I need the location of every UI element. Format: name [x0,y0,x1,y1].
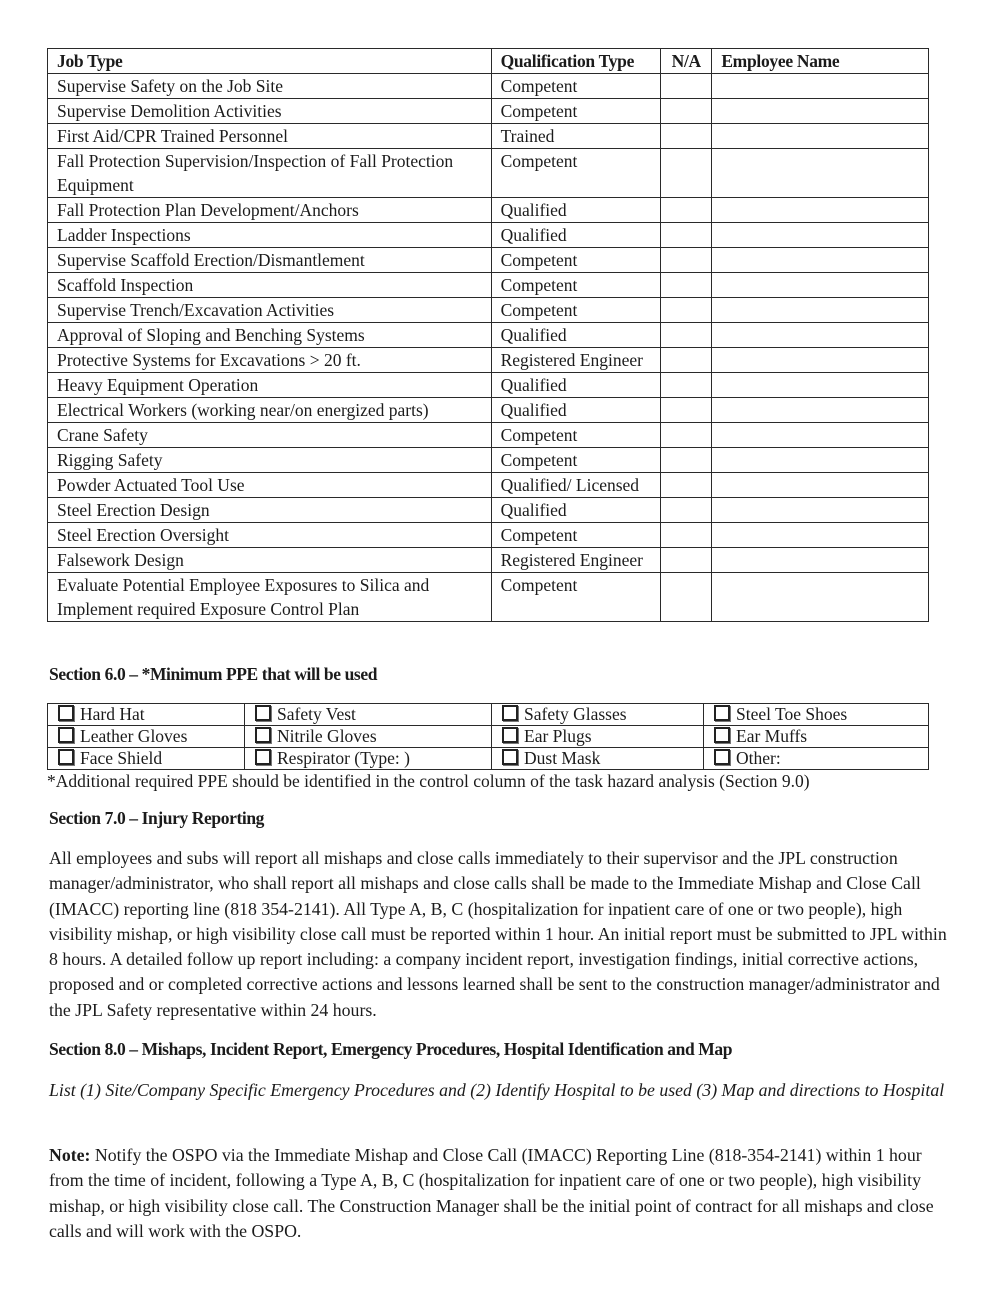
job-type-cell: Evaluate Potential Employee Exposures to Silica and Implement required Exposure Control Plan [48,573,492,622]
employee-name-cell[interactable] [712,423,929,448]
ppe-label: Respirator (Type: ) [277,748,410,768]
ppe-row [48,748,929,770]
ppe-label: Hard Hat [80,704,145,724]
qualification-type-cell: Competent [491,99,661,124]
checkbox-icon[interactable] [714,727,730,743]
job-type-cell: Supervise Demolition Activities [48,99,492,124]
table-row [48,573,929,622]
table-row [48,423,929,448]
ppe-option[interactable] [704,748,929,770]
checkbox-icon[interactable] [502,727,518,743]
ppe-label: Ear Muffs [736,726,808,746]
job-type-cell: Supervise Safety on the Job Site [48,74,492,99]
job-type-cell: Rigging Safety [48,448,492,473]
job-type-cell: Steel Erection Oversight [48,523,492,548]
qualification-type-cell: Competent [491,523,661,548]
ppe-checklist-table [47,703,929,770]
checkbox-icon[interactable] [58,705,74,721]
ppe-label: Steel Toe Shoes [736,704,848,724]
table-row [48,448,929,473]
na-cell[interactable] [661,248,712,273]
employee-name-cell[interactable] [712,248,929,273]
qualification-type-cell: Competent [491,298,661,323]
employee-name-cell[interactable] [712,273,929,298]
na-cell[interactable] [661,323,712,348]
na-cell[interactable] [661,373,712,398]
ppe-footnote: *Additional required PPE should be identified in the control column of the task hazard analysis (Section 9.0) [47,771,810,791]
ppe-option[interactable] [492,748,704,770]
table-row [48,548,929,573]
ppe-label: Dust Mask [524,748,601,768]
section-7-heading: Section 7.0 – Injury Reporting [49,808,265,828]
table-row [48,398,929,423]
table-row [48,273,929,298]
checkbox-icon[interactable] [714,749,730,765]
na-cell[interactable] [661,523,712,548]
job-type-cell: Steel Erection Design [48,498,492,523]
section-8-heading: Section 8.0 – Mishaps, Incident Report, Emergency Procedures, Hospital Identification and Map [49,1039,733,1059]
na-cell[interactable] [661,149,712,198]
employee-name-cell[interactable] [712,498,929,523]
checkbox-icon[interactable] [58,727,74,743]
job-type-cell: Fall Protection Plan Development/Anchors [48,198,492,223]
ppe-label: Safety Vest [277,704,356,724]
qualification-type-cell: Competent [491,248,661,273]
job-type-cell: Ladder Inspections [48,223,492,248]
table-row [48,498,929,523]
ppe-row [48,726,929,748]
checkbox-icon[interactable] [255,727,271,743]
qualification-table-header-row [48,49,929,74]
employee-name-cell[interactable] [712,198,929,223]
employee-name-cell[interactable] [712,523,929,548]
table-row [48,149,929,198]
ppe-option[interactable] [492,726,704,748]
employee-name-cell[interactable] [712,298,929,323]
na-cell[interactable] [661,99,712,124]
qualification-type-cell: Registered Engineer [491,348,661,373]
ppe-label: Face Shield [80,748,163,768]
na-cell[interactable] [661,473,712,498]
table-row [48,323,929,348]
job-type-cell: Heavy Equipment Operation [48,373,492,398]
job-type-cell: Protective Systems for Excavations > 20 ft. [48,348,492,373]
header-job-type: Job Type [48,49,492,74]
qualification-type-cell: Qualified [491,398,661,423]
table-row [48,473,929,498]
job-type-cell: Approval of Sloping and Benching Systems [48,323,492,348]
job-type-cell: Scaffold Inspection [48,273,492,298]
ppe-option[interactable] [245,726,492,748]
employee-name-cell[interactable] [712,373,929,398]
table-row [48,373,929,398]
qualification-type-cell: Qualified [491,223,661,248]
checkbox-icon[interactable] [58,749,74,765]
job-type-cell: Falsework Design [48,548,492,573]
na-cell[interactable] [661,223,712,248]
qualification-type-cell: Competent [491,423,661,448]
employee-name-cell[interactable] [712,74,929,99]
table-row [48,248,929,273]
note-body: Notify the OSPO via the Immediate Mishap and Close Call (IMACC) Reporting Line (818-354-2141) within 1 hour from the time of incident, following a Type A, B, C (hospitalization for inpatient care of one or two people), high visibility mishap, or high visibility close call. The Construction Manager shall be the initial point of contract for all mishaps and close calls and will work with the OSPO. [49,1145,934,1241]
table-row [48,223,929,248]
employee-name-cell[interactable] [712,149,929,198]
ppe-option[interactable] [704,726,929,748]
employee-name-cell[interactable] [712,548,929,573]
na-cell[interactable] [661,573,712,622]
ppe-option[interactable] [492,704,704,726]
na-cell[interactable] [661,423,712,448]
note-label: Note: [49,1145,91,1165]
employee-name-cell[interactable] [712,223,929,248]
table-row [48,198,929,223]
ppe-option[interactable] [48,726,245,748]
table-row [48,348,929,373]
na-cell[interactable] [661,273,712,298]
na-cell[interactable] [661,298,712,323]
ppe-option[interactable] [704,704,929,726]
qualification-table [47,48,929,622]
note-paragraph [49,1143,954,1244]
injury-reporting-paragraph: All employees and subs will report all mishaps and close calls immediately to their supervisor and the JPL construction manager/administrator, who shall report all mishaps and close calls shall be made to the Immediate Mishap and Close Call (IMACC) reporting line (818 354-2141). All Type A, B, C (hospitalization for inpatient care of one or two people), high visibility mishap, or high visibility close call must be reported within 1 hour. An initial report must be submitted to JPL within 8 hours. A detailed follow up report including: a company incident report, investigation findings, initial corrective actions, proposed and or completed corrective actions and lessons learned shall be sent to the construction manager/administrator and the JPL Safety representative within 24 hours. [49,848,947,1020]
employee-name-cell[interactable] [712,448,929,473]
qualification-type-cell: Competent [491,149,661,198]
na-cell[interactable] [661,348,712,373]
ppe-option[interactable] [245,748,492,770]
na-cell[interactable] [661,198,712,223]
section-6-heading: Section 6.0 – *Minimum PPE that will be used [49,664,378,684]
ppe-row [48,704,929,726]
employee-name-cell[interactable] [712,398,929,423]
job-type-cell: Supervise Scaffold Erection/Dismantlement [48,248,492,273]
na-cell[interactable] [661,448,712,473]
ppe-option[interactable] [48,704,245,726]
ppe-label: Leather Gloves [80,726,188,746]
na-cell[interactable] [661,74,712,99]
qualification-type-cell: Qualified/ Licensed [491,473,661,498]
na-cell[interactable] [661,498,712,523]
na-cell[interactable] [661,398,712,423]
qualification-type-cell: Qualified [491,498,661,523]
ppe-label: Ear Plugs [524,726,592,746]
job-type-cell: Electrical Workers (working near/on energized parts) [48,398,492,423]
qualification-type-cell: Registered Engineer [491,548,661,573]
header-qualification-type: Qualification Type [491,49,661,74]
ppe-label: Other: [736,748,781,768]
job-type-cell: Fall Protection Supervision/Inspection of Fall Protection Equipment [48,149,492,198]
ppe-label: Safety Glasses [524,704,627,724]
emergency-instruction-text: List (1) Site/Company Specific Emergency Procedures and (2) Identify Hospital to be used (3) Map and directions to Hospital [49,1080,945,1100]
qualification-type-cell: Competent [491,74,661,99]
table-row [48,99,929,124]
job-type-cell: Crane Safety [48,423,492,448]
table-row [48,74,929,99]
na-cell[interactable] [661,548,712,573]
qualification-table-body [48,74,929,622]
checkbox-icon[interactable] [714,705,730,721]
qualification-type-cell: Trained [491,124,661,149]
qualification-type-cell: Qualified [491,198,661,223]
qualification-type-cell: Qualified [491,323,661,348]
employee-name-cell[interactable] [712,124,929,149]
employee-name-cell[interactable] [712,99,929,124]
checkbox-icon[interactable] [255,749,271,765]
checkbox-icon[interactable] [502,749,518,765]
employee-name-cell[interactable] [712,348,929,373]
qualification-type-cell: Competent [491,448,661,473]
qualification-type-cell: Qualified [491,373,661,398]
ppe-label: Nitrile Gloves [277,726,377,746]
table-row [48,124,929,149]
na-cell[interactable] [661,124,712,149]
job-type-cell: First Aid/CPR Trained Personnel [48,124,492,149]
ppe-option[interactable] [245,704,492,726]
header-employee-name: Employee Name [712,49,929,74]
employee-name-cell[interactable] [712,473,929,498]
checkbox-icon[interactable] [502,705,518,721]
ppe-option[interactable] [48,748,245,770]
job-type-cell: Powder Actuated Tool Use [48,473,492,498]
header-na: N/A [661,49,712,74]
table-row [48,523,929,548]
employee-name-cell[interactable] [712,573,929,622]
job-type-cell: Supervise Trench/Excavation Activities [48,298,492,323]
checkbox-icon[interactable] [255,705,271,721]
table-row [48,298,929,323]
qualification-type-cell: Competent [491,573,661,622]
qualification-type-cell: Competent [491,273,661,298]
employee-name-cell[interactable] [712,323,929,348]
